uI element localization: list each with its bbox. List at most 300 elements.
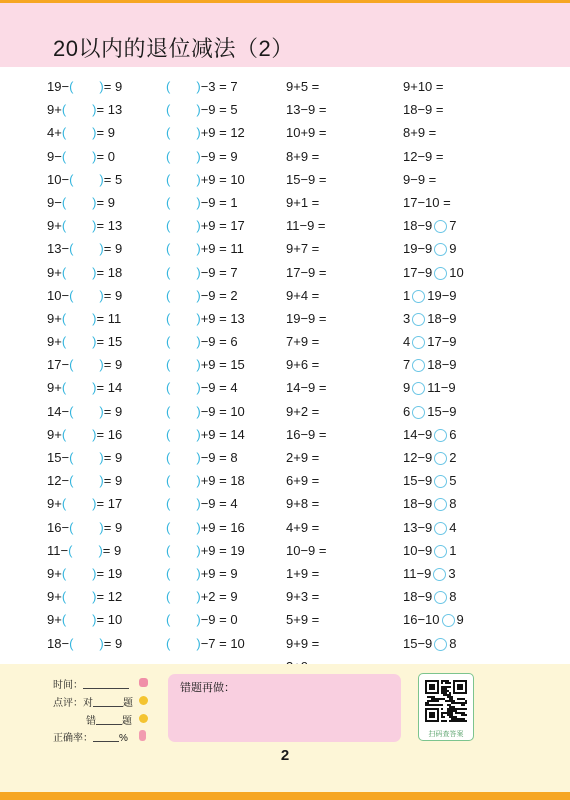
rate-row [53,729,128,744]
close-paren: ) [92,334,97,350]
open-paren: ( [69,519,74,535]
close-paren: ) [92,102,97,118]
equation-right: = 0 [96,148,115,164]
comparison-right: 1 [449,542,457,558]
equation-row [166,145,245,168]
time-blank[interactable] [83,688,129,689]
close-paren: ) [99,473,104,489]
time-row [53,676,129,691]
open-paren: ( [61,102,67,118]
equation-row [166,261,245,284]
equation-right: −9 = 5 [200,102,238,118]
equation-row [47,562,122,585]
correct-blank[interactable] [93,706,123,707]
equation-row[interactable]: 9+2 = [286,403,320,419]
equation-right: = 12 [96,589,123,605]
smile-icon [139,696,148,705]
equation-row [47,145,122,168]
equation-row [47,75,122,98]
close-paren: ) [92,612,97,628]
pig-icon [139,678,148,687]
open-paren: ( [69,450,74,465]
comparison-circle[interactable] [434,220,447,233]
equation-row [166,585,245,608]
equation-right: = 13 [96,102,123,118]
close-paren: ) [196,310,201,326]
comparison-left: 16−10 [403,612,440,628]
close-paren: ) [196,589,201,605]
equation-left: 4+ [47,125,62,141]
close-paren: ) [92,380,97,396]
equation-row [47,307,122,330]
equation-row [47,214,122,237]
rate-blank[interactable] [93,741,119,742]
equation-row [166,353,245,376]
comparison-circle[interactable] [412,406,425,419]
open-paren: ( [61,148,67,164]
open-paren: ( [61,334,67,350]
close-paren: ) [99,519,104,535]
comparison-right: 6 [449,426,457,442]
equation-left: 9+ [47,102,62,118]
wrong-blank[interactable] [96,724,122,725]
comparison-circle[interactable] [434,429,447,442]
close-paren: ) [99,635,104,651]
equation-left: 10− [47,287,70,303]
equation-row[interactable]: 6+9 = [286,473,320,489]
equation-row[interactable]: 7+9 = [286,334,320,350]
open-paren: ( [61,589,67,605]
equation-right: −9 = 6 [200,334,238,350]
open-paren: ( [61,310,67,326]
equation-row[interactable]: 15−9 = [286,171,327,187]
equation-row[interactable]: 19−9 = [286,310,327,326]
close-paren: ) [196,542,201,558]
equation-row[interactable]: 14−9 = [286,380,327,396]
open-paren: ( [166,171,171,187]
comparison-left: 17−9 [403,264,433,280]
open-paren: ( [166,334,171,350]
equation-row [166,284,245,307]
comparison-circle[interactable] [412,313,425,326]
close-paren: ) [98,542,103,558]
comparison-row [403,330,464,353]
equation-row [166,423,245,446]
open-paren: ( [166,102,171,118]
equation-row [47,330,122,353]
equation-right: = 9 [103,79,123,94]
page-title: 20以内的退位减法（2） [53,36,294,61]
equation-row [166,492,245,515]
equation-row [166,376,245,399]
open-paren: ( [69,241,74,257]
open-paren: ( [166,194,171,210]
comparison-right: 5 [449,473,457,489]
comparison-row [403,400,464,423]
equation-right: +9 = 17 [200,218,245,234]
equation-right: = 9 [103,241,123,257]
open-paren: ( [166,79,171,94]
comparison-row [403,237,464,260]
comparison-row [403,261,464,284]
comparison-row [403,214,464,237]
equation-row [47,446,122,469]
equation-left: 18− [47,635,70,651]
open-paren: ( [61,496,67,512]
close-paren: ) [92,310,97,326]
comparison-right: 4 [449,519,457,535]
qr-code-icon [419,674,473,728]
equation-right: +9 = 18 [200,473,245,489]
comparison-circle[interactable] [434,638,447,651]
equation-right: = 11 [96,310,122,326]
close-paren: ) [196,218,201,234]
close-paren: ) [92,125,97,141]
equation-left: 9+ [47,334,62,350]
equation-row[interactable]: 2+9 = [286,450,320,465]
equation-right: +9 = 10 [200,171,245,187]
equation-right: +9 = 9 [200,565,238,581]
comparison-right: 7 [449,218,457,234]
comparison-right: 2 [449,450,457,465]
open-paren: ( [166,287,171,303]
close-paren: ) [92,264,97,280]
equation-row [47,121,122,144]
equation-row [166,539,245,562]
close-paren: ) [99,450,104,465]
redo-area[interactable] [168,674,401,742]
close-paren: ) [99,287,104,303]
close-paren: ) [196,612,201,628]
equation-row[interactable]: 9+3 = [286,589,320,605]
equation-row[interactable]: 9+9 = [286,635,320,651]
equation-row[interactable]: 1+9 = [286,565,320,581]
column-3 [286,75,327,678]
open-paren: ( [69,287,74,303]
equation-row [166,121,245,144]
comparison-right: 9 [456,612,464,628]
comparison-circle[interactable] [433,568,446,581]
comparison-circle[interactable] [434,498,447,511]
equation-right: −9 = 2 [200,287,238,303]
equation-right: = 14 [96,380,123,396]
open-paren: ( [166,635,171,651]
open-paren: ( [69,403,74,419]
equation-row[interactable]: 9+8 = [286,496,320,512]
equation-row [47,469,122,492]
qr-card[interactable] [418,673,474,741]
comparison-circle[interactable] [434,475,447,488]
close-paren: ) [196,264,201,280]
comparison-row [403,284,464,307]
equation-row[interactable]: 9+5 = [286,79,320,94]
open-paren: ( [69,357,74,373]
equation-left: 15− [47,450,70,465]
equation-right: −9 = 9 [200,148,238,164]
equation-row[interactable]: 9+4 = [286,287,320,303]
equation-left: 9+ [47,496,62,512]
close-paren: ) [196,496,201,512]
equation-row[interactable]: 9+6 = [286,357,320,373]
equation-right: +9 = 12 [200,125,245,141]
comparison-row [403,376,464,399]
equation-left: 16− [47,519,70,535]
equation-row[interactable]: 4+9 = [286,519,320,535]
comparison-right: 10 [449,264,464,280]
comparison-row [403,585,464,608]
close-paren: ) [92,218,97,234]
equation-row [166,98,245,121]
equation-left: 9− [47,148,62,164]
comparison-circle[interactable] [434,267,447,280]
comparison-row [403,469,464,492]
equation-right: = 9 [103,357,123,373]
comparison-left: 3 [403,310,411,326]
equation-row [166,469,245,492]
equation-row[interactable]: 16−9 = [286,426,327,442]
equation-right: = 9 [96,125,115,141]
equation-row [47,516,122,539]
equation-row[interactable]: 9+10 = [403,79,444,94]
redo-label: 错题再做： [180,682,235,694]
comparison-row [403,562,464,585]
equation-row[interactable]: 9+1 = [286,194,320,210]
open-paren: ( [61,125,67,141]
comparison-left: 19−9 [403,241,433,257]
equation-row[interactable]: 17−10 = [403,194,451,210]
column-2 [166,75,245,655]
open-paren: ( [61,612,67,628]
comparison-circle[interactable] [434,545,447,558]
comparison-left: 14−9 [403,426,433,442]
comparison-circle[interactable] [434,591,447,604]
comparison-circle[interactable] [434,243,447,256]
equation-right: −9 = 4 [200,496,238,512]
equation-row [47,353,122,376]
comparison-circle[interactable] [412,359,425,372]
comparison-right: 8 [449,635,457,651]
equation-right: = 17 [96,496,123,512]
comparison-right: 19−9 [427,287,457,303]
open-paren: ( [166,473,171,489]
equation-row [47,539,122,562]
equation-left: 14− [47,403,70,419]
rabbit-icon [139,730,146,741]
equation-row [47,608,122,631]
equation-row [47,237,122,260]
equation-right: +9 = 11 [200,241,244,257]
open-paren: ( [166,589,171,605]
close-paren: ) [92,589,97,605]
qr-label: 扫码查答案 [428,731,464,738]
comparison-left: 15−9 [403,635,433,651]
open-paren: ( [61,426,67,442]
page-header [0,3,570,67]
close-paren: ) [99,79,104,94]
close-paren: ) [196,287,201,303]
equation-row [47,376,122,399]
equation-row [47,284,122,307]
comparison-left: 1 [403,287,411,303]
close-paren: ) [196,148,201,164]
review-label: 点评： [53,698,83,709]
equation-left: 9+ [47,589,62,605]
equation-row [47,400,122,423]
comparison-row [403,492,464,515]
equation-right: = 13 [96,218,123,234]
equation-row [166,214,245,237]
equation-right: −9 = 4 [200,380,238,396]
comparison-row [403,446,464,469]
comparison-circle[interactable] [434,522,447,535]
comparison-row [403,307,464,330]
wrong-row [86,712,132,727]
equation-row [47,423,122,446]
equation-left: 10− [47,171,70,187]
comparison-right: 8 [449,496,457,512]
close-paren: ) [196,473,201,489]
equation-right: = 18 [96,264,123,280]
close-paren: ) [99,171,104,187]
comparison-row [403,516,464,539]
open-paren: ( [166,148,171,164]
column-4 [403,75,464,655]
wrong-q-label: 题 [122,716,132,727]
comparison-right: 3 [448,565,456,581]
equation-row [166,75,245,98]
equation-row[interactable]: 5+9 = [286,612,320,628]
rate-label: 正确率： [53,733,93,744]
equation-right: +9 = 15 [200,357,245,373]
equation-right: = 9 [103,635,123,651]
comparison-right: 17−9 [427,334,457,350]
equation-right: = 9 [103,287,123,303]
equation-left: 9+ [47,426,62,442]
comparison-left: 18−9 [403,589,433,605]
equation-row [166,446,245,469]
equation-row[interactable]: 8+9 = [286,148,320,164]
comparison-row [403,353,464,376]
equation-right: = 9 [103,403,123,419]
equation-left: 17− [47,357,70,373]
comparison-right: 18−9 [427,310,457,326]
equation-row [47,492,122,515]
equation-left: 13− [47,241,70,257]
equation-row [166,608,245,631]
equation-right: = 9 [103,519,123,535]
comparison-circle[interactable] [442,614,455,627]
comparison-right: 18−9 [427,357,457,373]
equation-right: = 9 [103,473,123,489]
comparison-left: 12−9 [403,450,433,465]
open-paren: ( [69,171,74,187]
comparison-circle[interactable] [412,336,425,349]
percent-sign: % [119,733,128,744]
comparison-left: 4 [403,334,411,350]
comparison-row [403,608,464,631]
equation-left: 9+ [47,310,62,326]
open-paren: ( [166,125,171,141]
equation-row [166,400,245,423]
open-paren: ( [166,357,171,373]
comparison-left: 18−9 [403,496,433,512]
close-paren: ) [196,125,201,141]
equation-row [166,307,245,330]
equation-row[interactable]: 18−9 = [403,102,444,118]
equation-row[interactable]: 13−9 = [286,102,327,118]
close-paren: ) [92,496,97,512]
equation-right: −3 = 7 [200,79,238,94]
equation-left: 9+ [47,565,62,581]
open-paren: ( [166,612,171,628]
close-paren: ) [196,403,201,419]
equation-row [166,632,245,655]
open-paren: ( [166,310,171,326]
equation-row [166,237,245,260]
close-paren: ) [99,357,104,373]
open-paren: ( [166,565,171,581]
equation-row[interactable]: 9+7 = [286,241,320,257]
equation-row [47,632,122,655]
comparison-circle[interactable] [434,452,447,465]
equation-row[interactable]: 9−9 = [403,171,437,187]
open-paren: ( [166,403,171,419]
close-paren: ) [196,79,201,94]
equation-left: 9+ [47,380,62,396]
close-paren: ) [92,148,97,164]
comparison-left: 18−9 [403,218,433,234]
equation-row [47,168,122,191]
comparison-left: 13−9 [403,519,433,535]
open-paren: ( [166,218,171,234]
comparison-left: 11−9 [403,565,432,581]
equation-row[interactable]: 8+9 = [403,125,437,141]
comparison-left: 15−9 [403,473,433,489]
equation-row[interactable]: 10+9 = [286,125,327,141]
equation-row [166,168,245,191]
equation-left: 11− [47,542,69,558]
page-number: 2 [280,747,290,764]
equation-row[interactable]: 17−9 = [286,264,327,280]
equation-left: 9+ [47,218,62,234]
close-paren: ) [196,565,201,581]
bottom-accent-bar [0,792,570,800]
equation-row[interactable]: 10−9 = [286,542,327,558]
open-paren: ( [68,542,73,558]
close-paren: ) [196,426,201,442]
equation-row[interactable]: 12−9 = [403,148,444,164]
open-paren: ( [166,426,171,442]
equation-left: 9− [47,194,62,210]
close-paren: ) [196,519,201,535]
comparison-row [403,423,464,446]
equation-right: = 5 [103,171,123,187]
equation-right: = 10 [96,612,123,628]
close-paren: ) [196,194,201,210]
close-paren: ) [196,102,201,118]
close-paren: ) [196,171,201,187]
equation-right: = 9 [96,194,115,210]
equation-row [47,585,122,608]
equation-row[interactable]: 11−9 = [286,218,326,234]
equation-left: 9+ [47,264,62,280]
open-paren: ( [166,542,171,558]
comparison-circle[interactable] [412,382,425,395]
comparison-circle[interactable] [412,290,425,303]
close-paren: ) [92,565,97,581]
close-paren: ) [196,357,201,373]
comparison-row [403,539,464,562]
